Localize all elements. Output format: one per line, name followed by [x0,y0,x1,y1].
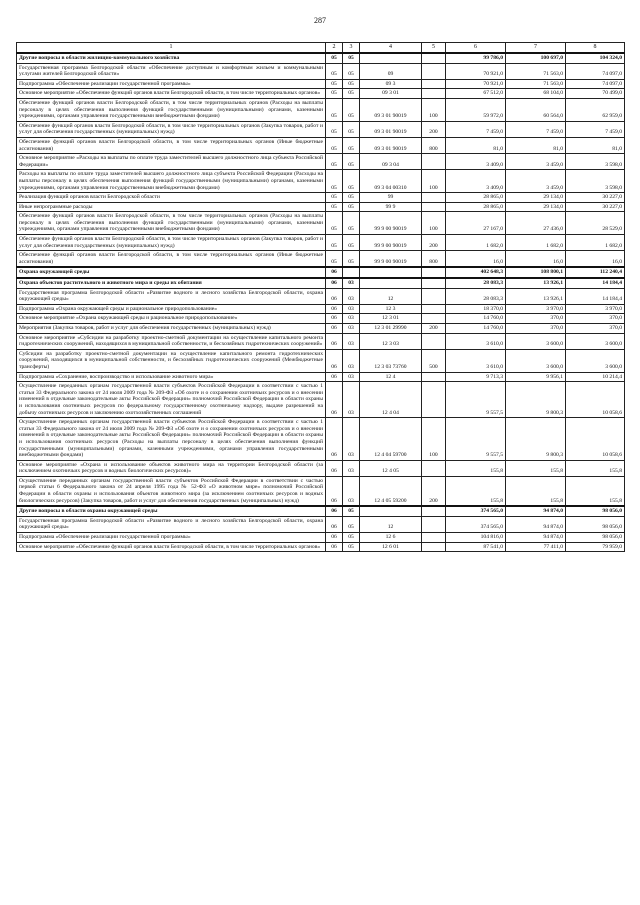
amount-col8-cell: 155,8 [566,460,625,476]
expense-type-cell [422,516,446,532]
table-row [17,333,625,349]
amount-col8-cell: 16,0 [566,251,625,268]
expense-type-cell [422,89,446,99]
subsection-code-cell: 03 [343,314,360,324]
amount-col6-cell: 16,0 [446,251,506,268]
target-article-cell: 99 [360,193,422,203]
amount-col7-cell: 3 970,0 [506,304,566,314]
row-name-cell: Государственная программа Белгородской области «Развитие водного и лесного хозяйства Белгородской области, охрана окружающей среды» [17,288,326,304]
section-code-cell: 05 [326,121,343,137]
amount-col7-cell: 9 956,1 [506,372,566,382]
table-row [17,418,625,461]
section-code-cell: 05 [326,89,343,99]
target-article-cell: 99 9 00 90019 [360,235,422,251]
table-row [17,349,625,372]
subsection-code-cell: 05 [343,98,360,121]
amount-col7-cell: 370,0 [506,314,566,324]
amount-col6-cell: 67 512,0 [446,89,506,99]
row-name-cell: Охрана объектов растительного и животного мира и среды их обитания [17,278,326,288]
amount-col8-cell: 3 970,0 [566,304,625,314]
table-row [17,460,625,476]
target-article-cell: 12 3 01 [360,314,422,324]
amount-col6-cell: 28 083,3 [446,288,506,304]
row-name-cell: Мероприятия (Закупка товаров, работ и услуг для обеспечения государственных (муниципальных) нужд) [17,324,326,334]
amount-col6-cell: 155,8 [446,460,506,476]
amount-col7-cell: 155,8 [506,476,566,506]
amount-col7-cell: 81,0 [506,137,566,153]
section-code-cell: 06 [326,542,343,552]
target-article-cell: 12 4 04 59700 [360,418,422,461]
section-code-cell: 05 [326,251,343,268]
amount-col8-cell: 370,0 [566,324,625,334]
subsection-code-cell: 05 [343,235,360,251]
row-name-cell: Субсидии на разработку проектно-сметной документации на осуществление капитального ремонта гидротехнических сооружений, находящихся в муниципальной собственности, и бесхозяйных гидротехнических сооружений (Межбюджетные трансферты) [17,349,326,372]
expense-type-cell [422,506,446,516]
table-row [17,154,625,170]
table-row [17,278,625,288]
section-code-cell: 06 [326,533,343,543]
subsection-code-cell: 03 [343,324,360,334]
table-row [17,372,625,382]
subsection-code-cell: 05 [343,137,360,153]
subsection-code-cell: 05 [343,63,360,79]
target-article-cell: 12 6 [360,533,422,543]
expense-type-cell [422,333,446,349]
amount-col8-cell: 14 184,4 [566,278,625,288]
expense-type-cell: 100 [422,212,446,235]
target-article-cell: 09 3 01 [360,89,422,99]
target-article-cell [360,506,422,516]
amount-col7-cell: 7 459,0 [506,121,566,137]
amount-col7-cell: 108 800,1 [506,267,566,278]
header-row [17,43,625,54]
row-name-cell: Обеспечение функций органов власти Белгородской области, в том числе территориальных органов (Иные бюджетные ассигнования) [17,251,326,268]
expense-type-cell [422,63,446,79]
section-code-cell: 05 [326,170,343,193]
row-name-cell: Осуществление переданных органам государственной власти субъектов Российской Федерации в соответствии с частью первой статьи 6 Федерального закона от 24 апреля 1995 года № 52-ФЗ «О животном мире» полномочий Российской Федерации в области охраны и использования объектов животного мира (за исключением охотничьих ресурсов и водных биологических ресурсов) (Закупка товаров, работ и услуг для обеспечения государственных (муниципальных) нужд) [17,476,326,506]
row-name-cell: Подпрограмма «Сохранение, воспроизводство и использование животного мира» [17,372,326,382]
amount-col8-cell: 3 598,0 [566,170,625,193]
table-row [17,202,625,212]
amount-col7-cell: 100 697,0 [506,53,566,63]
section-code-cell: 06 [326,288,343,304]
table-row [17,542,625,552]
expense-type-cell [422,372,446,382]
subsection-code-cell: 03 [343,333,360,349]
target-article-cell: 12 3 03 [360,333,422,349]
row-name-cell: Реализация функций органов власти Белгородской области [17,193,326,203]
expense-type-cell: 200 [422,121,446,137]
expense-type-cell [422,154,446,170]
subsection-code-cell: 05 [343,193,360,203]
row-name-cell: Государственная программа Белгородской области «Развитие водного и лесного хозяйства Белгородской области, охрана окружающей среды» [17,516,326,532]
expense-type-cell [422,193,446,203]
amount-col8-cell: 98 056,0 [566,516,625,532]
target-article-cell: 12 [360,288,422,304]
expense-type-cell: 100 [422,98,446,121]
amount-col6-cell: 104 816,0 [446,533,506,543]
target-article-cell: 09 3 04 00310 [360,170,422,193]
expense-type-cell [422,542,446,552]
amount-col8-cell: 104 324,0 [566,53,625,63]
amount-col7-cell: 13 926,1 [506,278,566,288]
row-name-cell: Расходы на выплаты по оплате труда заместителей высшего должностного лица субъекта Российской Федерации (Расходы на выплаты персоналу в целях обеспечения выполнения функций государственными (муниципальными) органами, казенными учреждениями, органами управления государственными внебюджетными фондами) [17,170,326,193]
section-code-cell: 05 [326,212,343,235]
subsection-code-cell [343,267,360,278]
row-name-cell: Осуществление переданных органам государственной власти субъектов Российской Федерации в соответствии с частью 1 статьи 33 Федерального закона от 24 июля 2009 года № 209-ФЗ «Об охоте и о сохранении охотничьих ресурсов и о внесении изменений в отдельные законодательные акты Российской Федерации» полномочий Российской Федерации в области охраны и использования охотничьих ресурсов по федеральному государственному охотничьему надзору, выдаче разрешений на добычу охотничьих ресурсов и заключению охотхозяйственных соглашений [17,382,326,418]
amount-col7-cell: 94 874,0 [506,533,566,543]
section-code-cell: 06 [326,382,343,418]
table-row [17,137,625,153]
expense-type-cell: 800 [422,251,446,268]
table-row [17,516,625,532]
table-row [17,476,625,506]
amount-col8-cell: 30 227,0 [566,202,625,212]
amount-col7-cell: 3 459,0 [506,154,566,170]
expense-type-cell [422,53,446,63]
section-code-cell: 05 [326,137,343,153]
expense-type-cell: 100 [422,170,446,193]
expense-type-cell [422,288,446,304]
amount-col8-cell: 370,0 [566,314,625,324]
target-article-cell: 12 4 04 [360,382,422,418]
target-article-cell: 09 3 04 [360,154,422,170]
amount-col7-cell: 94 874,0 [506,506,566,516]
subsection-code-cell: 03 [343,460,360,476]
subsection-code-cell: 05 [343,251,360,268]
section-code-cell: 06 [326,314,343,324]
amount-col8-cell: 79 959,0 [566,542,625,552]
header-cell: 6 [446,43,506,54]
section-code-cell: 06 [326,516,343,532]
amount-col6-cell: 1 682,0 [446,235,506,251]
amount-col6-cell: 14 760,0 [446,324,506,334]
amount-col6-cell: 14 760,0 [446,314,506,324]
section-code-cell: 06 [326,304,343,314]
amount-col7-cell: 155,8 [506,460,566,476]
row-name-cell: Основное мероприятие «Охрана окружающей среды и рациональное природопользование» [17,314,326,324]
amount-col6-cell: 3 409,0 [446,170,506,193]
amount-col8-cell: 28 529,0 [566,212,625,235]
amount-col6-cell: 9 557,5 [446,418,506,461]
expense-type-cell [422,278,446,288]
table-row [17,533,625,543]
section-code-cell: 06 [326,267,343,278]
amount-col7-cell: 9 800,3 [506,382,566,418]
budget-table [16,42,625,552]
amount-col6-cell: 3 610,0 [446,349,506,372]
row-name-cell: Другие вопросы в области охраны окружающей среды [17,506,326,516]
amount-col7-cell: 3 459,0 [506,170,566,193]
row-name-cell: Государственная программа Белгородской области «Обеспечение доступным и комфортным жильем и коммунальными услугами жителей Белгородской области» [17,63,326,79]
page-number: 287 [314,16,326,25]
section-code-cell: 06 [326,418,343,461]
expense-type-cell [422,460,446,476]
amount-col8-cell: 3 598,0 [566,154,625,170]
expense-type-cell [422,304,446,314]
amount-col8-cell: 1 682,0 [566,235,625,251]
target-article-cell: 12 [360,516,422,532]
amount-col8-cell: 98 056,0 [566,506,625,516]
table-row [17,288,625,304]
expense-type-cell [422,79,446,89]
amount-col8-cell: 70 499,0 [566,89,625,99]
subsection-code-cell: 05 [343,53,360,63]
expense-type-cell [422,267,446,278]
subsection-code-cell: 05 [343,154,360,170]
amount-col6-cell: 374 565,0 [446,506,506,516]
header-cell: 8 [566,43,625,54]
table-row [17,235,625,251]
row-name-cell: Иные непрограммные расходы [17,202,326,212]
row-name-cell: Подпрограмма «Охрана окружающей среды и рациональное природопользование» [17,304,326,314]
expense-type-cell: 200 [422,476,446,506]
target-article-cell: 12 6 01 [360,542,422,552]
header-cell: 5 [422,43,446,54]
amount-col6-cell: 3 610,0 [446,333,506,349]
amount-col8-cell: 3 600,0 [566,333,625,349]
row-name-cell: Обеспечение функций органов власти Белгородской области, в том числе территориальных органов (Расходы на выплаты персоналу в целях обеспечения выполнения функций государственными (муниципальными) органами, казенными учреждениями, органами управления государственными внебюджетными фондами) [17,212,326,235]
section-code-cell: 05 [326,53,343,63]
amount-col8-cell: 3 600,0 [566,349,625,372]
expense-type-cell: 100 [422,418,446,461]
amount-col7-cell: 16,0 [506,251,566,268]
amount-col7-cell: 27 436,0 [506,212,566,235]
table-row [17,251,625,268]
table-row [17,98,625,121]
amount-col6-cell: 9 557,5 [446,382,506,418]
amount-col6-cell: 18 370,0 [446,304,506,314]
amount-col7-cell: 71 563,0 [506,79,566,89]
section-code-cell: 05 [326,193,343,203]
target-article-cell [360,278,422,288]
row-name-cell: Обеспечение функций органов власти Белгородской области, в том числе территориальных органов (Иные бюджетные ассигнования) [17,137,326,153]
row-name-cell: Обеспечение функций органов власти Белгородской области, в том числе территориальных органов (Закупка товаров, работ и услуг для обеспечения государственных (муниципальных) нужд) [17,235,326,251]
target-article-cell: 12 3 [360,304,422,314]
amount-col8-cell: 74 097,0 [566,63,625,79]
target-article-cell: 09 3 01 90019 [360,98,422,121]
subsection-code-cell: 05 [343,202,360,212]
amount-col6-cell: 70 921,0 [446,63,506,79]
amount-col8-cell: 81,0 [566,137,625,153]
table-row [17,193,625,203]
table-row [17,53,625,63]
header-cell: 7 [506,43,566,54]
section-code-cell: 06 [326,278,343,288]
expense-type-cell [422,382,446,418]
amount-col6-cell: 87 541,0 [446,542,506,552]
expense-type-cell [422,202,446,212]
subsection-code-cell: 05 [343,533,360,543]
section-code-cell: 05 [326,154,343,170]
subsection-code-cell: 05 [343,89,360,99]
expense-type-cell: 200 [422,235,446,251]
subsection-code-cell: 05 [343,170,360,193]
amount-col6-cell: 402 648,3 [446,267,506,278]
amount-col6-cell: 28 865,0 [446,193,506,203]
amount-col7-cell: 29 134,0 [506,193,566,203]
target-article-cell: 99 9 00 90019 [360,251,422,268]
expense-type-cell [422,314,446,324]
target-article-cell: 12 3 03 73760 [360,349,422,372]
section-code-cell: 06 [326,333,343,349]
amount-col8-cell: 155,8 [566,476,625,506]
section-code-cell: 06 [326,476,343,506]
amount-col6-cell: 28 865,0 [446,202,506,212]
amount-col7-cell: 68 104,0 [506,89,566,99]
amount-col7-cell: 1 682,0 [506,235,566,251]
amount-col6-cell: 9 713,3 [446,372,506,382]
header-cell: 3 [343,43,360,54]
amount-col8-cell: 98 056,0 [566,533,625,543]
target-article-cell: 09 3 01 90019 [360,137,422,153]
row-name-cell: Основное мероприятие «Обеспечение функций органов власти Белгородской области, в том числе территориальных органов» [17,542,326,552]
amount-col6-cell: 59 972,0 [446,98,506,121]
section-code-cell: 06 [326,460,343,476]
table-row [17,304,625,314]
amount-col8-cell: 10 058,6 [566,382,625,418]
row-name-cell: Охрана окружающей среды [17,267,326,278]
subsection-code-cell: 03 [343,382,360,418]
table-row [17,170,625,193]
row-name-cell: Основное мероприятие «Субсидии на разработку проектно-сметной документации на осуществление капитального ремонта гидротехнических сооружений, находящихся в муниципальной собственности, и бесхозяйных гидротехнических сооружений» [17,333,326,349]
target-article-cell: 12 4 [360,372,422,382]
table-row [17,267,625,278]
amount-col8-cell: 30 227,0 [566,193,625,203]
header-cell: 4 [360,43,422,54]
amount-col8-cell: 74 097,0 [566,79,625,89]
target-article-cell [360,267,422,278]
header-cell: 1 [17,43,326,54]
table-row [17,382,625,418]
amount-col6-cell: 28 083,3 [446,278,506,288]
target-article-cell: 99 9 [360,202,422,212]
amount-col7-cell: 71 563,0 [506,63,566,79]
subsection-code-cell: 05 [343,212,360,235]
amount-col7-cell: 13 926,1 [506,288,566,304]
table-row [17,121,625,137]
target-article-cell: 09 3 [360,79,422,89]
target-article-cell: 12 3 01 29990 [360,324,422,334]
table-row [17,79,625,89]
amount-col7-cell: 3 600,0 [506,333,566,349]
target-article-cell [360,53,422,63]
row-name-cell: Подпрограмма «Обеспечение реализации государственной программы» [17,533,326,543]
section-code-cell: 05 [326,63,343,79]
section-code-cell: 06 [326,324,343,334]
subsection-code-cell: 03 [343,288,360,304]
amount-col8-cell: 62 959,0 [566,98,625,121]
target-article-cell: 12 4 05 59200 [360,476,422,506]
amount-col7-cell: 94 874,0 [506,516,566,532]
subsection-code-cell: 05 [343,121,360,137]
expense-type-cell: 800 [422,137,446,153]
row-name-cell: Обеспечение функций органов власти Белгородской области, в том числе территориальных органов (Закупка товаров, работ и услуг для обеспечения государственных (муниципальных) нужд) [17,121,326,137]
row-name-cell: Основное мероприятие «Охрана и использование объектов животного мира на территории Белгородской области (за исключением охотничьих ресурсов и водных биологических ресурсов)» [17,460,326,476]
subsection-code-cell: 05 [343,516,360,532]
section-code-cell: 05 [326,79,343,89]
section-code-cell: 05 [326,235,343,251]
subsection-code-cell: 05 [343,506,360,516]
amount-col7-cell: 3 600,0 [506,349,566,372]
amount-col7-cell: 77 411,0 [506,542,566,552]
section-code-cell: 05 [326,98,343,121]
amount-col6-cell: 155,8 [446,476,506,506]
row-name-cell: Основное мероприятие «Обеспечение функций органов власти Белгородской области, в том числе территориальных органов» [17,89,326,99]
amount-col6-cell: 81,0 [446,137,506,153]
subsection-code-cell: 03 [343,349,360,372]
expense-type-cell [422,533,446,543]
amount-col8-cell: 10 058,6 [566,418,625,461]
section-code-cell: 06 [326,372,343,382]
subsection-code-cell: 03 [343,372,360,382]
amount-col8-cell: 7 459,0 [566,121,625,137]
amount-col6-cell: 27 167,0 [446,212,506,235]
row-name-cell: Подпрограмма «Обеспечение реализации государственной программы» [17,79,326,89]
table-body [17,53,625,552]
amount-col7-cell: 370,0 [506,324,566,334]
table-row [17,314,625,324]
subsection-code-cell: 03 [343,304,360,314]
table-row [17,63,625,79]
target-article-cell: 09 3 01 90019 [360,121,422,137]
target-article-cell: 99 9 00 90019 [360,212,422,235]
target-article-cell: 12 4 05 [360,460,422,476]
amount-col6-cell: 3 409,0 [446,154,506,170]
amount-col8-cell: 14 184,4 [566,288,625,304]
amount-col6-cell: 99 786,0 [446,53,506,63]
row-name-cell: Основное мероприятие «Расходы на выплаты по оплате труда заместителей высшего должностного лица субъекта Российской Федерации» [17,154,326,170]
amount-col7-cell: 60 564,0 [506,98,566,121]
row-name-cell: Обеспечение функций органов власти Белгородской области, в том числе территориальных органов (Расходы на выплаты персоналу в целях обеспечения выполнения функций государственными (муниципальными) органами, казенными учреждениями, органами управления государственными внебюджетными фондами) [17,98,326,121]
subsection-code-cell: 03 [343,278,360,288]
expense-type-cell: 500 [422,349,446,372]
section-code-cell: 06 [326,349,343,372]
amount-col8-cell: 112 240,4 [566,267,625,278]
subsection-code-cell: 05 [343,542,360,552]
table-row [17,89,625,99]
table-row [17,324,625,334]
amount-col7-cell: 9 800,3 [506,418,566,461]
header-cell: 2 [326,43,343,54]
expense-type-cell: 200 [422,324,446,334]
section-code-cell: 05 [326,202,343,212]
row-name-cell: Осуществление переданных органам государственной власти субъектов Российской Федерации в соответствии с частью 1 статьи 33 Федерального закона от 24 июля 2009 года № 209-ФЗ «Об охоте и о сохранении охотничьих ресурсов и о внесении изменений в отдельные законодательные акты Российской Федерации» полномочий Российской Федерации в области охраны и использования охотничьих ресурсов (Расходы на выплаты персоналу в целях обеспечения выполнения функций государственными (муниципальными) органами, казенными учреждениями, органами управления государственными внебюджетными фондами) [17,418,326,461]
subsection-code-cell: 03 [343,476,360,506]
subsection-code-cell: 05 [343,79,360,89]
table-row [17,212,625,235]
target-article-cell: 09 [360,63,422,79]
amount-col6-cell: 7 459,0 [446,121,506,137]
section-code-cell: 06 [326,506,343,516]
row-name-cell: Другие вопросы в области жилищно-коммунального хозяйства [17,53,326,63]
amount-col8-cell: 10 214,4 [566,372,625,382]
amount-col6-cell: 70 921,0 [446,79,506,89]
table-row [17,506,625,516]
amount-col6-cell: 374 565,0 [446,516,506,532]
amount-col7-cell: 29 134,0 [506,202,566,212]
subsection-code-cell: 03 [343,418,360,461]
